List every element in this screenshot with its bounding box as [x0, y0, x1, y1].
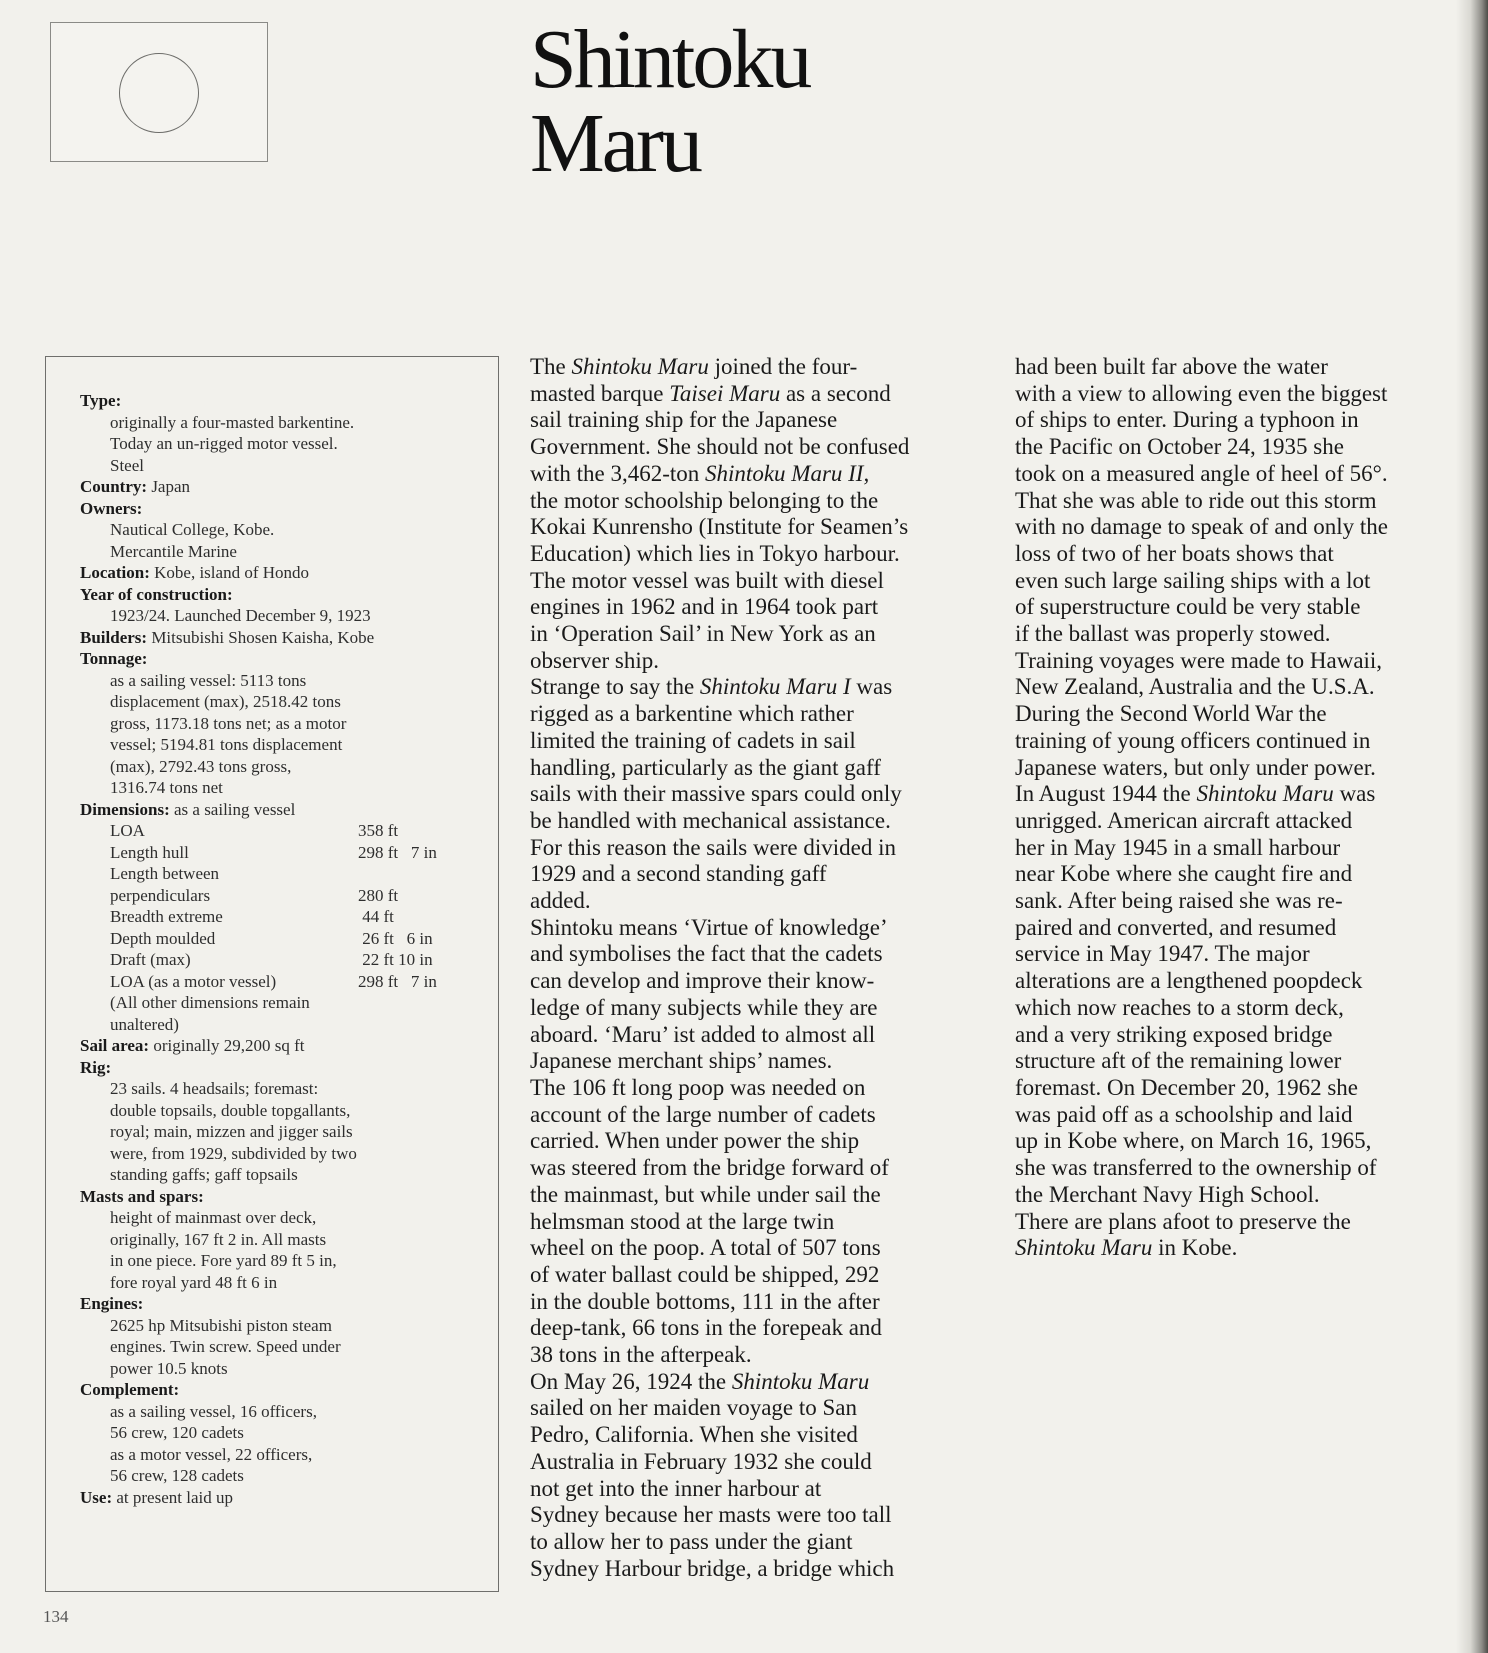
text-line: had been built far above the water: [1015, 354, 1328, 379]
text-line: observer ship.: [530, 647, 660, 673]
text-line: the mainmast, but while under sail the: [530, 1181, 881, 1207]
text-line: sails with their massive spars could only: [530, 781, 902, 807]
text-line: was paid off as a schoolship and laid: [1015, 1101, 1353, 1127]
text-line: Strange to say the Shintoku Maru I was: [530, 674, 893, 700]
sail-area-value: originally 29,200 sq ft: [149, 1036, 305, 1055]
engines-line: engines. Twin screw. Speed under: [110, 1337, 341, 1356]
text-line: can develop and improve their know-: [530, 968, 875, 994]
dimensions-note-line: (All other dimensions remain: [110, 993, 310, 1012]
text-line: carried. When under power the ship: [530, 1128, 860, 1154]
rig-line: royal; main, mizzen and jigger sails: [110, 1122, 353, 1141]
text-line: handling, particularly as the giant gaff: [530, 754, 881, 780]
text-line: she was transferred to the ownership of: [1015, 1155, 1377, 1181]
text-line: even such large sailing ships with a lot: [1015, 567, 1371, 593]
dimension-row: [80, 906, 480, 928]
text-line: sank. After being raised she was re-: [1015, 888, 1343, 914]
dimension-name: LOA (as a motor vessel): [110, 971, 277, 991]
text-line: 1929 and a second standing gaff: [530, 861, 827, 887]
text-line: took on a measured angle of heel of 56°.: [1015, 460, 1388, 486]
text-line: of water ballast could be shipped, 292: [530, 1261, 880, 1287]
text-line: During the Second World War the: [1015, 701, 1327, 727]
text-line: added.: [530, 888, 591, 914]
text-line: sail training ship for the Japanese: [530, 407, 838, 433]
tonnage-line: displacement (max), 2518.42 tons: [110, 692, 341, 711]
text-line: the motor schoolship belonging to the: [530, 487, 879, 513]
ship-name: Taisei Maru: [669, 380, 781, 406]
tonnage-line: vessel; 5194.81 tons displacement: [110, 735, 343, 754]
complement-line: as a motor vessel, 22 officers,: [110, 1444, 313, 1464]
rig-row: [80, 1057, 480, 1079]
japan-flag-icon: [50, 22, 268, 162]
text-line: with a view to allowing even the biggest: [1015, 380, 1388, 406]
dimension-name: Draft (max): [110, 950, 191, 969]
text-line: In August 1944 the Shintoku Maru was: [1015, 781, 1376, 807]
text-line: wheel on the poop. A total of 507 tons: [530, 1235, 881, 1261]
text-line: masted barque Taisei Maru as a second: [530, 380, 891, 406]
masts-label: Masts and spars:: [80, 1186, 204, 1206]
type-line: Today an un-rigged motor vessel.: [110, 434, 338, 453]
text-line: New Zealand, Australia and the U.S.A.: [1015, 674, 1375, 700]
text-line: The 106 ft long poop was needed on: [530, 1074, 866, 1100]
country-row: [80, 476, 480, 498]
ship-name: Shintoku Maru: [1015, 1235, 1153, 1261]
dimension-row: [80, 949, 480, 971]
text-line: Government. She should not be confused: [530, 434, 910, 460]
type-label: Type:: [80, 391, 122, 410]
text-line: up in Kobe where, on March 16, 1965,: [1015, 1128, 1372, 1154]
title-line-1: Shintoku: [530, 13, 810, 106]
text-line: her in May 1945 in a small harbour: [1015, 834, 1341, 860]
text-line: Shintoku Maru in Kobe.: [1015, 1235, 1238, 1261]
text-column-1: [530, 354, 990, 1582]
dimension-row: [80, 863, 480, 885]
dimension-name: LOA: [110, 821, 145, 840]
tonnage-line: as a sailing vessel: 5113 tons: [110, 670, 307, 690]
text-line: Sydney because her masts were too tall: [530, 1502, 892, 1528]
engines-line: 2625 hp Mitsubishi piston steam: [110, 1315, 332, 1335]
text-line: ledge of many subjects while they are: [530, 994, 878, 1020]
text-line: sailed on her maiden voyage to San: [530, 1395, 858, 1421]
use-row: [80, 1487, 480, 1509]
text-line: limited the training of cadets in sail: [530, 727, 856, 753]
dimensions-label: Dimensions:: [80, 799, 170, 819]
dimension-name: Depth moulded: [110, 928, 216, 948]
text-line: with the 3,462-ton Shintoku Maru II,: [530, 460, 870, 486]
sail-area-label: Sail area:: [80, 1036, 150, 1055]
text-line: of superstructure could be very stable: [1015, 594, 1361, 620]
text-line: Shintoku means ‘Virtue of knowledge’: [530, 914, 888, 940]
type-line: Steel: [110, 455, 144, 475]
dimension-name: Length hull: [110, 842, 189, 862]
text-line: if the ballast was properly stowed.: [1015, 621, 1331, 647]
text-line: alterations are a lengthened poopdeck: [1015, 968, 1363, 994]
location-row: [80, 562, 480, 584]
year-line: 1923/24. Launched December 9, 1923: [110, 606, 371, 625]
text-line: loss of two of her boats shows that: [1015, 540, 1334, 566]
text-line: not get into the inner harbour at: [530, 1475, 822, 1501]
text-line: with no damage to speak of and only the: [1015, 514, 1389, 540]
text-line: engines in 1962 and in 1964 took part: [530, 594, 879, 620]
dimension-row: [80, 885, 480, 907]
page-title: [530, 13, 810, 190]
text-line: be handled with mechanical assistance.: [530, 807, 891, 833]
text-line: helmsman stood at the large twin: [530, 1208, 835, 1234]
rig-line: 23 sails. 4 headsails; foremast:: [110, 1079, 319, 1098]
text-line: deep-tank, 66 tons in the forepeak and: [530, 1315, 882, 1341]
rig-line: standing gaffs; gaff topsails: [110, 1165, 298, 1184]
builders-value: Mitsubishi Shosen Kaisha, Kobe: [147, 627, 375, 647]
use-value: at present laid up: [112, 1487, 233, 1507]
ship-name: Shintoku Maru: [1196, 781, 1334, 807]
owners-label: Owners:: [80, 498, 143, 518]
text-line: and a very striking exposed bridge: [1015, 1021, 1333, 1047]
engines-line: power 10.5 knots: [110, 1358, 228, 1378]
builders-row: [80, 627, 480, 649]
dimension-value: 22 ft 10 in: [358, 950, 433, 969]
masts-row: [80, 1186, 480, 1208]
masts-line: originally, 167 ft 2 in. All masts: [110, 1229, 327, 1249]
dimension-value: 358 ft: [358, 821, 399, 840]
text-line: For this reason the sails were divided in: [530, 834, 897, 860]
type-row: [80, 390, 480, 412]
dimensions-row: [80, 799, 480, 821]
owners-row: [80, 498, 480, 520]
ship-name: Shintoku Maru: [571, 354, 709, 379]
text-line: in the double bottoms, 111 in the after: [530, 1288, 880, 1314]
rig-line: double topsails, double topgallants,: [110, 1100, 351, 1120]
text-line: training of young officers continued in: [1015, 727, 1371, 753]
text-line: the Merchant Navy High School.: [1015, 1181, 1320, 1207]
rig-line: were, from 1929, subdivided by two: [110, 1143, 357, 1163]
text-line: and symbolises the fact that the cadets: [530, 941, 883, 967]
engines-label: Engines:: [80, 1294, 144, 1313]
text-line: aboard. ‘Maru’ ist added to almost all: [530, 1021, 876, 1047]
dimensions-value: as a sailing vessel: [169, 799, 296, 819]
dimension-row: [80, 971, 480, 993]
text-line: The motor vessel was built with diesel: [530, 567, 884, 593]
type-line: originally a four-masted barkentine.: [110, 412, 355, 432]
dimension-row: [80, 820, 480, 842]
dimension-value: 26 ft 6 in: [358, 928, 433, 948]
dimension-value: 298 ft 7 in: [358, 971, 437, 991]
text-line: 38 tons in the afterpeak.: [530, 1342, 752, 1368]
location-value: Kobe, island of Hondo: [149, 563, 310, 582]
masts-line: in one piece. Fore yard 89 ft 5 in,: [110, 1251, 337, 1270]
text-line: account of the large number of cadets: [530, 1101, 876, 1127]
builders-label: Builders:: [80, 627, 148, 647]
engines-row: [80, 1293, 480, 1315]
sail-area-row: [80, 1035, 480, 1057]
dimension-name: perpendiculars: [110, 885, 211, 905]
text-line: Sydney Harbour bridge, a bridge which: [530, 1555, 895, 1581]
title-line-2: Maru: [530, 97, 700, 190]
complement-row: [80, 1379, 480, 1401]
complement-line: 56 crew, 120 cadets: [110, 1423, 244, 1442]
dimensions-note-line: unaltered): [110, 1014, 179, 1034]
complement-label: Complement:: [80, 1380, 180, 1399]
text-line: which now reaches to a storm deck,: [1015, 994, 1344, 1020]
dimension-value: 280 ft: [358, 885, 399, 905]
text-line: Australia in February 1932 she could: [530, 1448, 872, 1474]
tonnage-line: 1316.74 tons net: [110, 778, 223, 797]
ship-name: Shintoku Maru II,: [705, 460, 870, 486]
specs-list: [80, 390, 480, 1508]
use-label: Use:: [80, 1487, 113, 1507]
dimension-name: Breadth extreme: [110, 907, 223, 926]
text-line: Pedro, California. When she visited: [530, 1422, 858, 1448]
flag-disc: [119, 53, 199, 133]
owners-line: Mercantile Marine: [110, 541, 237, 561]
complement-line: as a sailing vessel, 16 officers,: [110, 1401, 317, 1421]
text-line: near Kobe where she caught fire and: [1015, 861, 1353, 887]
year-row: [80, 584, 480, 606]
masts-line: height of mainmast over deck,: [110, 1208, 317, 1227]
text-line: Kokai Kunrensho (Institute for Seamen’s: [530, 514, 909, 540]
page-number: 134: [43, 1607, 69, 1626]
text-line: structure aft of the remaining lower: [1015, 1048, 1342, 1074]
text-column-2: [1015, 354, 1470, 1262]
dimension-row: [80, 928, 480, 950]
tonnage-line: (max), 2792.43 tons gross,: [110, 756, 292, 776]
rig-label: Rig:: [80, 1057, 112, 1077]
dimension-value: 298 ft 7 in: [358, 842, 437, 862]
ship-name: Shintoku Maru: [731, 1368, 870, 1394]
ship-name: Shintoku Maru I: [699, 674, 851, 700]
text-line: of ships to enter. During a typhoon in: [1015, 407, 1359, 433]
country-label: Country:: [80, 477, 148, 496]
masts-line: fore royal yard 48 ft 6 in: [110, 1272, 278, 1292]
complement-line: 56 crew, 128 cadets: [110, 1466, 244, 1485]
text-line: was steered from the bridge forward of: [530, 1155, 889, 1181]
text-line: to allow her to pass under the giant: [530, 1528, 853, 1554]
text-line: Japanese waters, but only under power.: [1015, 754, 1376, 780]
text-line: That she was able to ride out this storm: [1015, 487, 1377, 513]
year-label: Year of construction:: [80, 584, 233, 604]
text-line: the Pacific on October 24, 1935 she: [1015, 434, 1344, 460]
dimension-row: [80, 842, 480, 864]
text-line: There are plans afoot to preserve the: [1015, 1208, 1351, 1234]
tonnage-line: gross, 1173.18 tons net; as a motor: [110, 713, 347, 733]
dimension-value: 44 ft: [358, 907, 394, 926]
tonnage-row: [80, 648, 480, 670]
owners-line: Nautical College, Kobe.: [110, 520, 275, 539]
text-line: rigged as a barkentine which rather: [530, 701, 854, 727]
text-line: Education) which lies in Tokyo harbour.: [530, 540, 900, 566]
text-line: Training voyages were made to Hawaii,: [1015, 647, 1383, 673]
tonnage-label: Tonnage:: [80, 649, 148, 668]
location-label: Location:: [80, 563, 150, 582]
text-line: On May 26, 1924 the Shintoku Maru: [530, 1368, 870, 1394]
text-line: Japanese merchant ships’ names.: [530, 1048, 833, 1074]
text-line: The Shintoku Maru joined the four-: [530, 354, 858, 379]
dimension-name: Length between: [110, 864, 220, 883]
text-line: in ‘Operation Sail’ in New York as an: [530, 621, 876, 647]
text-line: foremast. On December 20, 1962 she: [1015, 1074, 1358, 1100]
text-line: paired and converted, and resumed: [1015, 914, 1337, 940]
text-line: unrigged. American aircraft attacked: [1015, 807, 1353, 833]
text-line: service in May 1947. The major: [1015, 941, 1310, 967]
country-value: Japan: [147, 477, 191, 496]
